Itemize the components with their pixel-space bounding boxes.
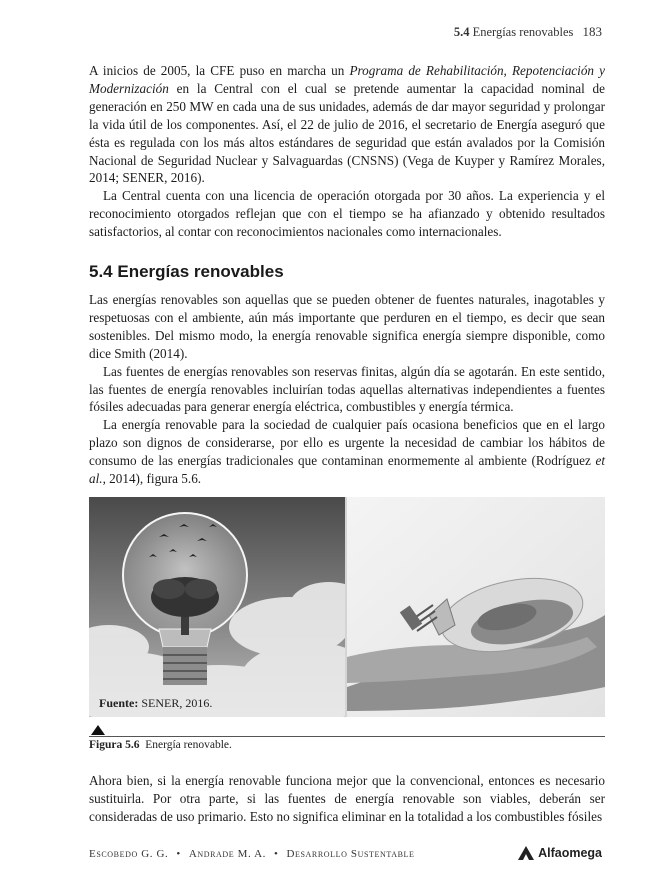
header-section-title: Energías renovables	[472, 25, 574, 39]
publisher-logo	[518, 846, 602, 860]
figure-rule	[89, 736, 605, 737]
paragraph: La Central cuenta con una licencia de operación otorgada por 30 años. La experiencia y el reconocimiento otorgados reflejan que con el tiempo se ha afianzado y obtenido resultados satisfactorios, al contar con reconocimientos nacionales como internacionales.	[89, 188, 605, 240]
program-name: Programa de Rehabilitación, Repotenciación y Modernización	[89, 63, 605, 96]
caption-label: Figura 5.6	[89, 739, 140, 751]
header-section-number: 5.4	[453, 25, 470, 39]
publisher-name: Alfaomega	[538, 846, 602, 860]
paragraph: Las energías renovables son aquellas que se pueden obtener de fuentes naturales, inagotables y respetuosas con el ambiente, aún más importante que perduren en el tiempo, es decir que sean sostenibles. Del mismo modo, la energía renovable significa energía siempre disponible, como dice Smith (2014).	[89, 292, 605, 361]
text-block-continuation	[89, 772, 605, 826]
running-header	[0, 24, 602, 40]
paragraph	[89, 62, 605, 187]
footer-author-2: Andrade M. A.	[188, 848, 267, 860]
hand-lightbulb-image	[347, 497, 605, 717]
figure-5-6	[89, 497, 605, 717]
text-run: , 2014), figura 5.6.	[102, 471, 202, 487]
alfaomega-logo-icon	[518, 846, 534, 860]
source-value: SENER, 2016.	[138, 696, 213, 710]
footer-bullet: •	[176, 848, 181, 860]
paragraph: Las fuentes de energías renovables son reservas finitas, algún día se agotarán. En este sentido, las fuentes de energía renovables incluirían todas aquellas alternativas independientes a fuentes fósiles adecuadas para generar energía eléctrica, combustibles y energía térmica.	[89, 363, 605, 415]
footer-author-1: Escobedo G. G.	[89, 848, 169, 860]
hand-lightbulb-photo	[347, 497, 605, 717]
text-run: La energía renovable para la sociedad de cualquier país ocasiona beneficios que en el largo plazo son dignos de considerarse, por ello es urgente la necesidad de cambiar los hábitos de consumo de las energías tradicionales que contaminan enormemente al ambiente (Rodríguez	[89, 417, 605, 469]
lightbulb-tree-image	[89, 497, 345, 717]
text-run-italic: et al.	[89, 453, 605, 487]
text-block-renewables	[89, 291, 605, 488]
lightbulb-tree-photo	[89, 497, 345, 717]
footer-bullet: •	[274, 848, 279, 860]
figure-caption	[89, 739, 232, 751]
caption-text: Energía renovable.	[145, 739, 232, 751]
page-number: 183	[582, 24, 602, 39]
text-run: en la Central con el cual se pretende aumentar la capacidad nominal de generación en 250 MW en cada una de sus unidades, además de dar mayor seguridad y prolongar la vida útil de los componentes. Así, el 22 de julio de 2016, el secretario de Energía aseguró que ésta es regulada con los más altos estándares de seguridad que están avalados por la Comisión Nacional de Seguridad Nuclear y Salvaguardas (CNSNS) (Vega de Kuyper y Ramírez Morales, 2014; SENER, 2016).	[89, 80, 605, 186]
text-block-intro	[89, 62, 605, 241]
section-heading: 5.4 Energías renovables	[89, 262, 284, 281]
paragraph	[89, 416, 605, 488]
figure-source	[99, 696, 212, 711]
triangle-marker-icon	[91, 725, 105, 735]
footer-book-title: Desarrollo Sustentable	[286, 848, 415, 860]
text-run: A inicios de 2005, la CFE puso en marcha un	[89, 63, 350, 78]
source-label: Fuente:	[99, 696, 139, 710]
paragraph: Ahora bien, si la energía renovable funciona mejor que la convencional, entonces es necesario sustituirla. Por otra parte, si las fuentes de energía renovable son viables, deberán ser consideradas de uso primario. Esto no significa eliminar en la totalidad a los combustibles fósiles	[89, 773, 605, 824]
